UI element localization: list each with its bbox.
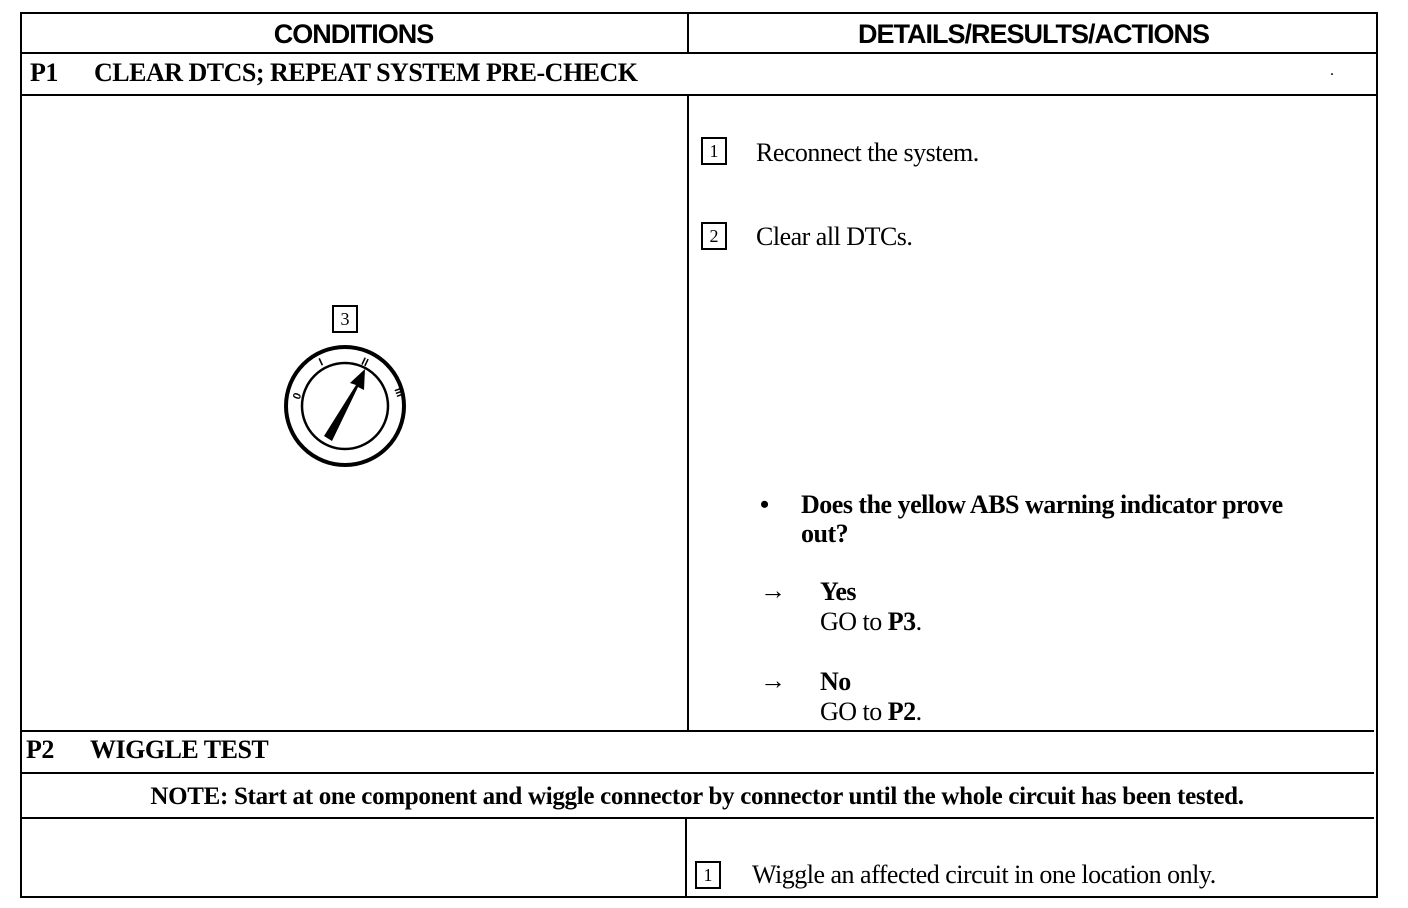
details-header: DETAILS/RESULTS/ACTIONS (857, 19, 1209, 49)
yes-label: Yes (820, 577, 857, 606)
note-label: NOTE: (150, 783, 228, 810)
yes-target: P3 (887, 607, 916, 636)
question-bullet: • (760, 490, 769, 519)
position-ii-label: II (359, 355, 371, 370)
switch-pointer (324, 369, 365, 441)
no-label: No (820, 667, 851, 696)
p2-action-1-text: Wiggle an affected circuit in one location only. (752, 860, 1216, 889)
action-1-number: 1 (701, 137, 727, 165)
p1-column-divider (687, 94, 689, 732)
yes-go-to: GO to P3. (820, 607, 922, 636)
stray-dot: . (1330, 62, 1334, 79)
position-iii-label: III (391, 386, 406, 399)
p1-end-divider (20, 730, 1374, 732)
p2-action-1-number: 1 (695, 861, 721, 889)
position-i-label: I (317, 356, 326, 369)
question-line-2: out? (801, 519, 849, 548)
procedure-table (20, 12, 1378, 898)
note-text: Start at one component and wiggle connector by connector until the whole circuit has been tested. (228, 783, 1244, 810)
p2-step-title: WIGGLE TEST (90, 735, 269, 764)
p1-step-title: CLEAR DTCS; REPEAT SYSTEM PRE-CHECK (94, 58, 638, 87)
p1-title-row (30, 58, 638, 88)
p1-title-divider (20, 94, 1378, 96)
action-2-text: Clear all DTCs. (756, 222, 913, 251)
yes-arrow: → (760, 576, 786, 605)
p2-title-divider (20, 772, 1374, 774)
action-2-number: 2 (701, 222, 727, 250)
position-0-label: 0 (290, 391, 305, 402)
header-divider (20, 52, 1378, 54)
p2-title-row (26, 735, 268, 765)
no-arrow: → (760, 666, 786, 695)
p2-column-divider (685, 817, 687, 898)
p2-note (20, 776, 1374, 818)
conditions-header: CONDITIONS (273, 19, 434, 49)
ignition-switch-icon (282, 345, 408, 467)
question-line-1: Does the yellow ABS warning indicator prove (801, 490, 1283, 519)
p2-step-number: P2 (26, 735, 54, 764)
action-1-text: Reconnect the system. (756, 138, 979, 167)
no-go-to: GO to P2. (820, 697, 922, 726)
figure-callout-3: 3 (332, 305, 358, 333)
no-target: P2 (887, 697, 916, 726)
p1-step-number: P1 (30, 58, 58, 87)
